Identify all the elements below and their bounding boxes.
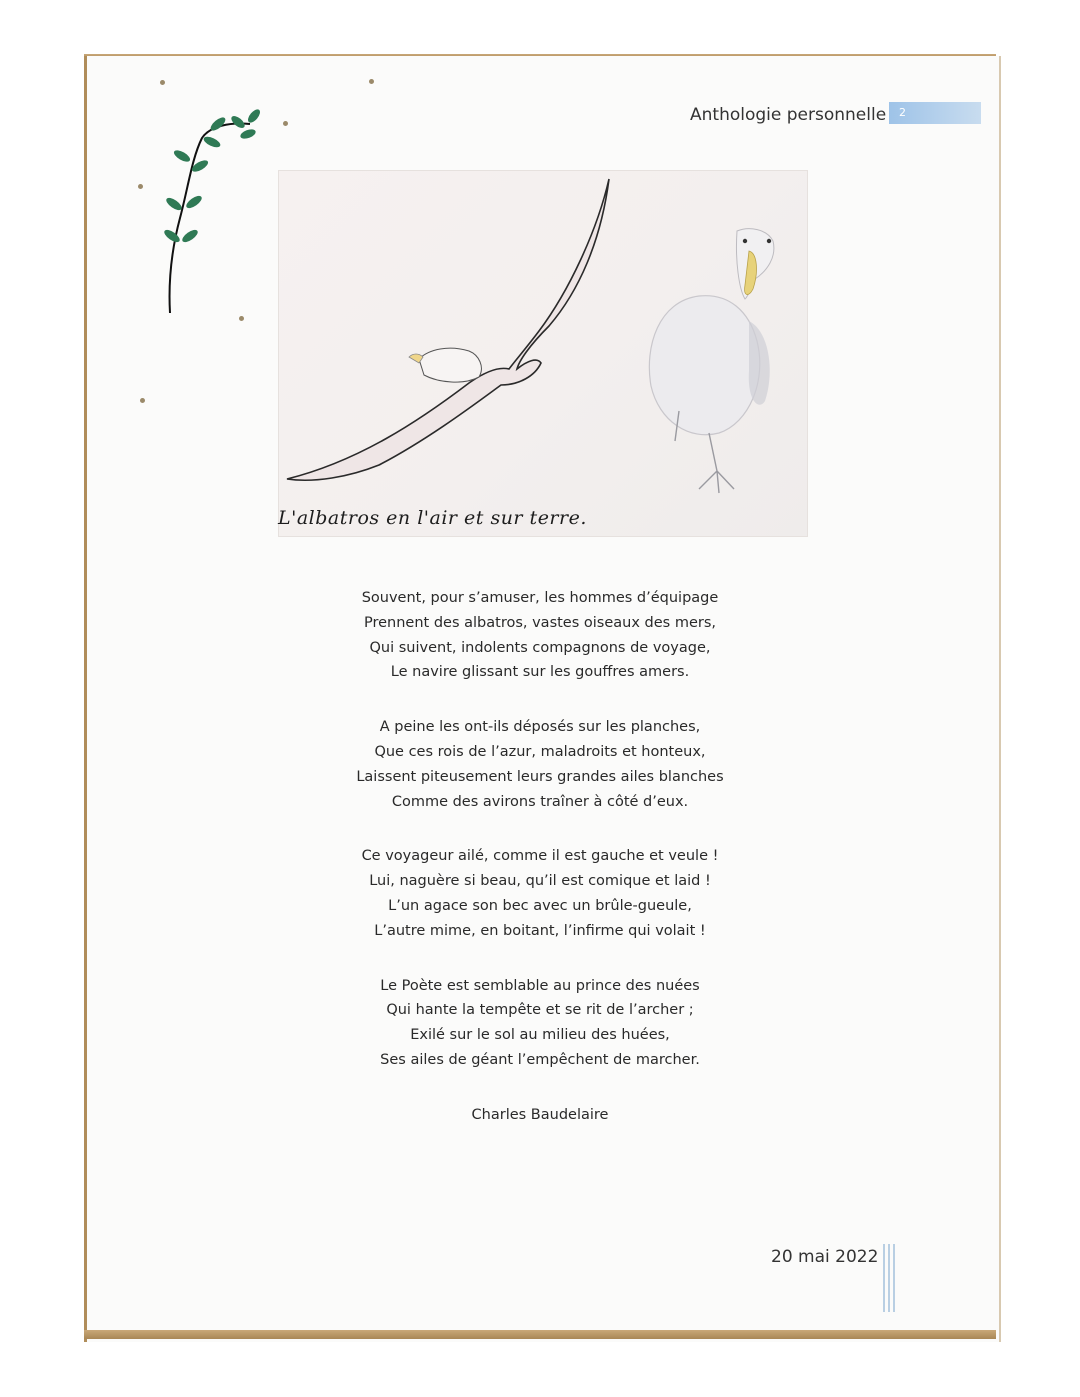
decorative-dot: [160, 80, 165, 85]
poem-line: Lui, naguère si beau, qu’il est comique et laid !: [369, 873, 711, 890]
poem-line: Exilé sur le sol au milieu des huées,: [410, 1027, 670, 1044]
poem-line: Le Poète est semblable au prince des nuées: [380, 977, 700, 994]
poem-stanza: [290, 974, 790, 1073]
poem-line: Comme des avirons traîner à côté d’eux.: [391, 793, 689, 810]
poem-stanza: [290, 844, 790, 943]
poem-stanza: [290, 586, 790, 685]
page-bottom-edge: [84, 1330, 996, 1339]
footer-date: 20 mai 2022: [771, 1247, 879, 1267]
poem-line: Laissent piteusement leurs grandes ailes blanches: [356, 768, 724, 785]
albatross-drawing: [279, 171, 807, 536]
decorative-dot: [138, 184, 143, 189]
poem-line: Que ces rois de l’azur, maladroits et honteux,: [374, 743, 706, 760]
poem-line: Ses ailes de géant l’empêchent de marcher.: [380, 1051, 700, 1068]
poem-line: Le navire glissant sur les gouffres amers.: [390, 664, 690, 681]
illustration-caption: L'albatros en l'air et sur terre.: [278, 507, 587, 529]
albatross-illustration: [278, 170, 808, 537]
decorative-dot: [140, 398, 145, 403]
leaf-branch-icon: [150, 108, 270, 323]
poem-line: A peine les ont-ils déposés sur les planches,: [379, 719, 701, 736]
poem-line: Prennent des albatros, vastes oiseaux des mers,: [364, 614, 716, 631]
poem-line: L’autre mime, en boitant, l’infirme qui volait !: [374, 922, 706, 939]
poem-line: Ce voyageur ailé, comme il est gauche et veule !: [361, 848, 719, 865]
poem-author: Charles Baudelaire: [471, 1106, 609, 1123]
decorative-dot: [283, 121, 288, 126]
poem-line: Qui suivent, indolents compagnons de voyage,: [369, 639, 711, 656]
poem-text: [290, 586, 790, 1128]
footer-decorative-bars: [883, 1244, 897, 1314]
poem-line: Qui hante la tempête et se rit de l’archer ;: [386, 1002, 694, 1019]
decorative-dot: [369, 79, 374, 84]
poem-line: Souvent, pour s’amuser, les hommes d’équipage: [361, 590, 719, 606]
poem-line: L’un agace son bec avec un brûle-gueule,: [388, 897, 692, 914]
page-number-badge: 2: [889, 102, 981, 124]
poem-stanza: [290, 715, 790, 814]
page-header-title: Anthologie personnelle: [690, 105, 887, 125]
